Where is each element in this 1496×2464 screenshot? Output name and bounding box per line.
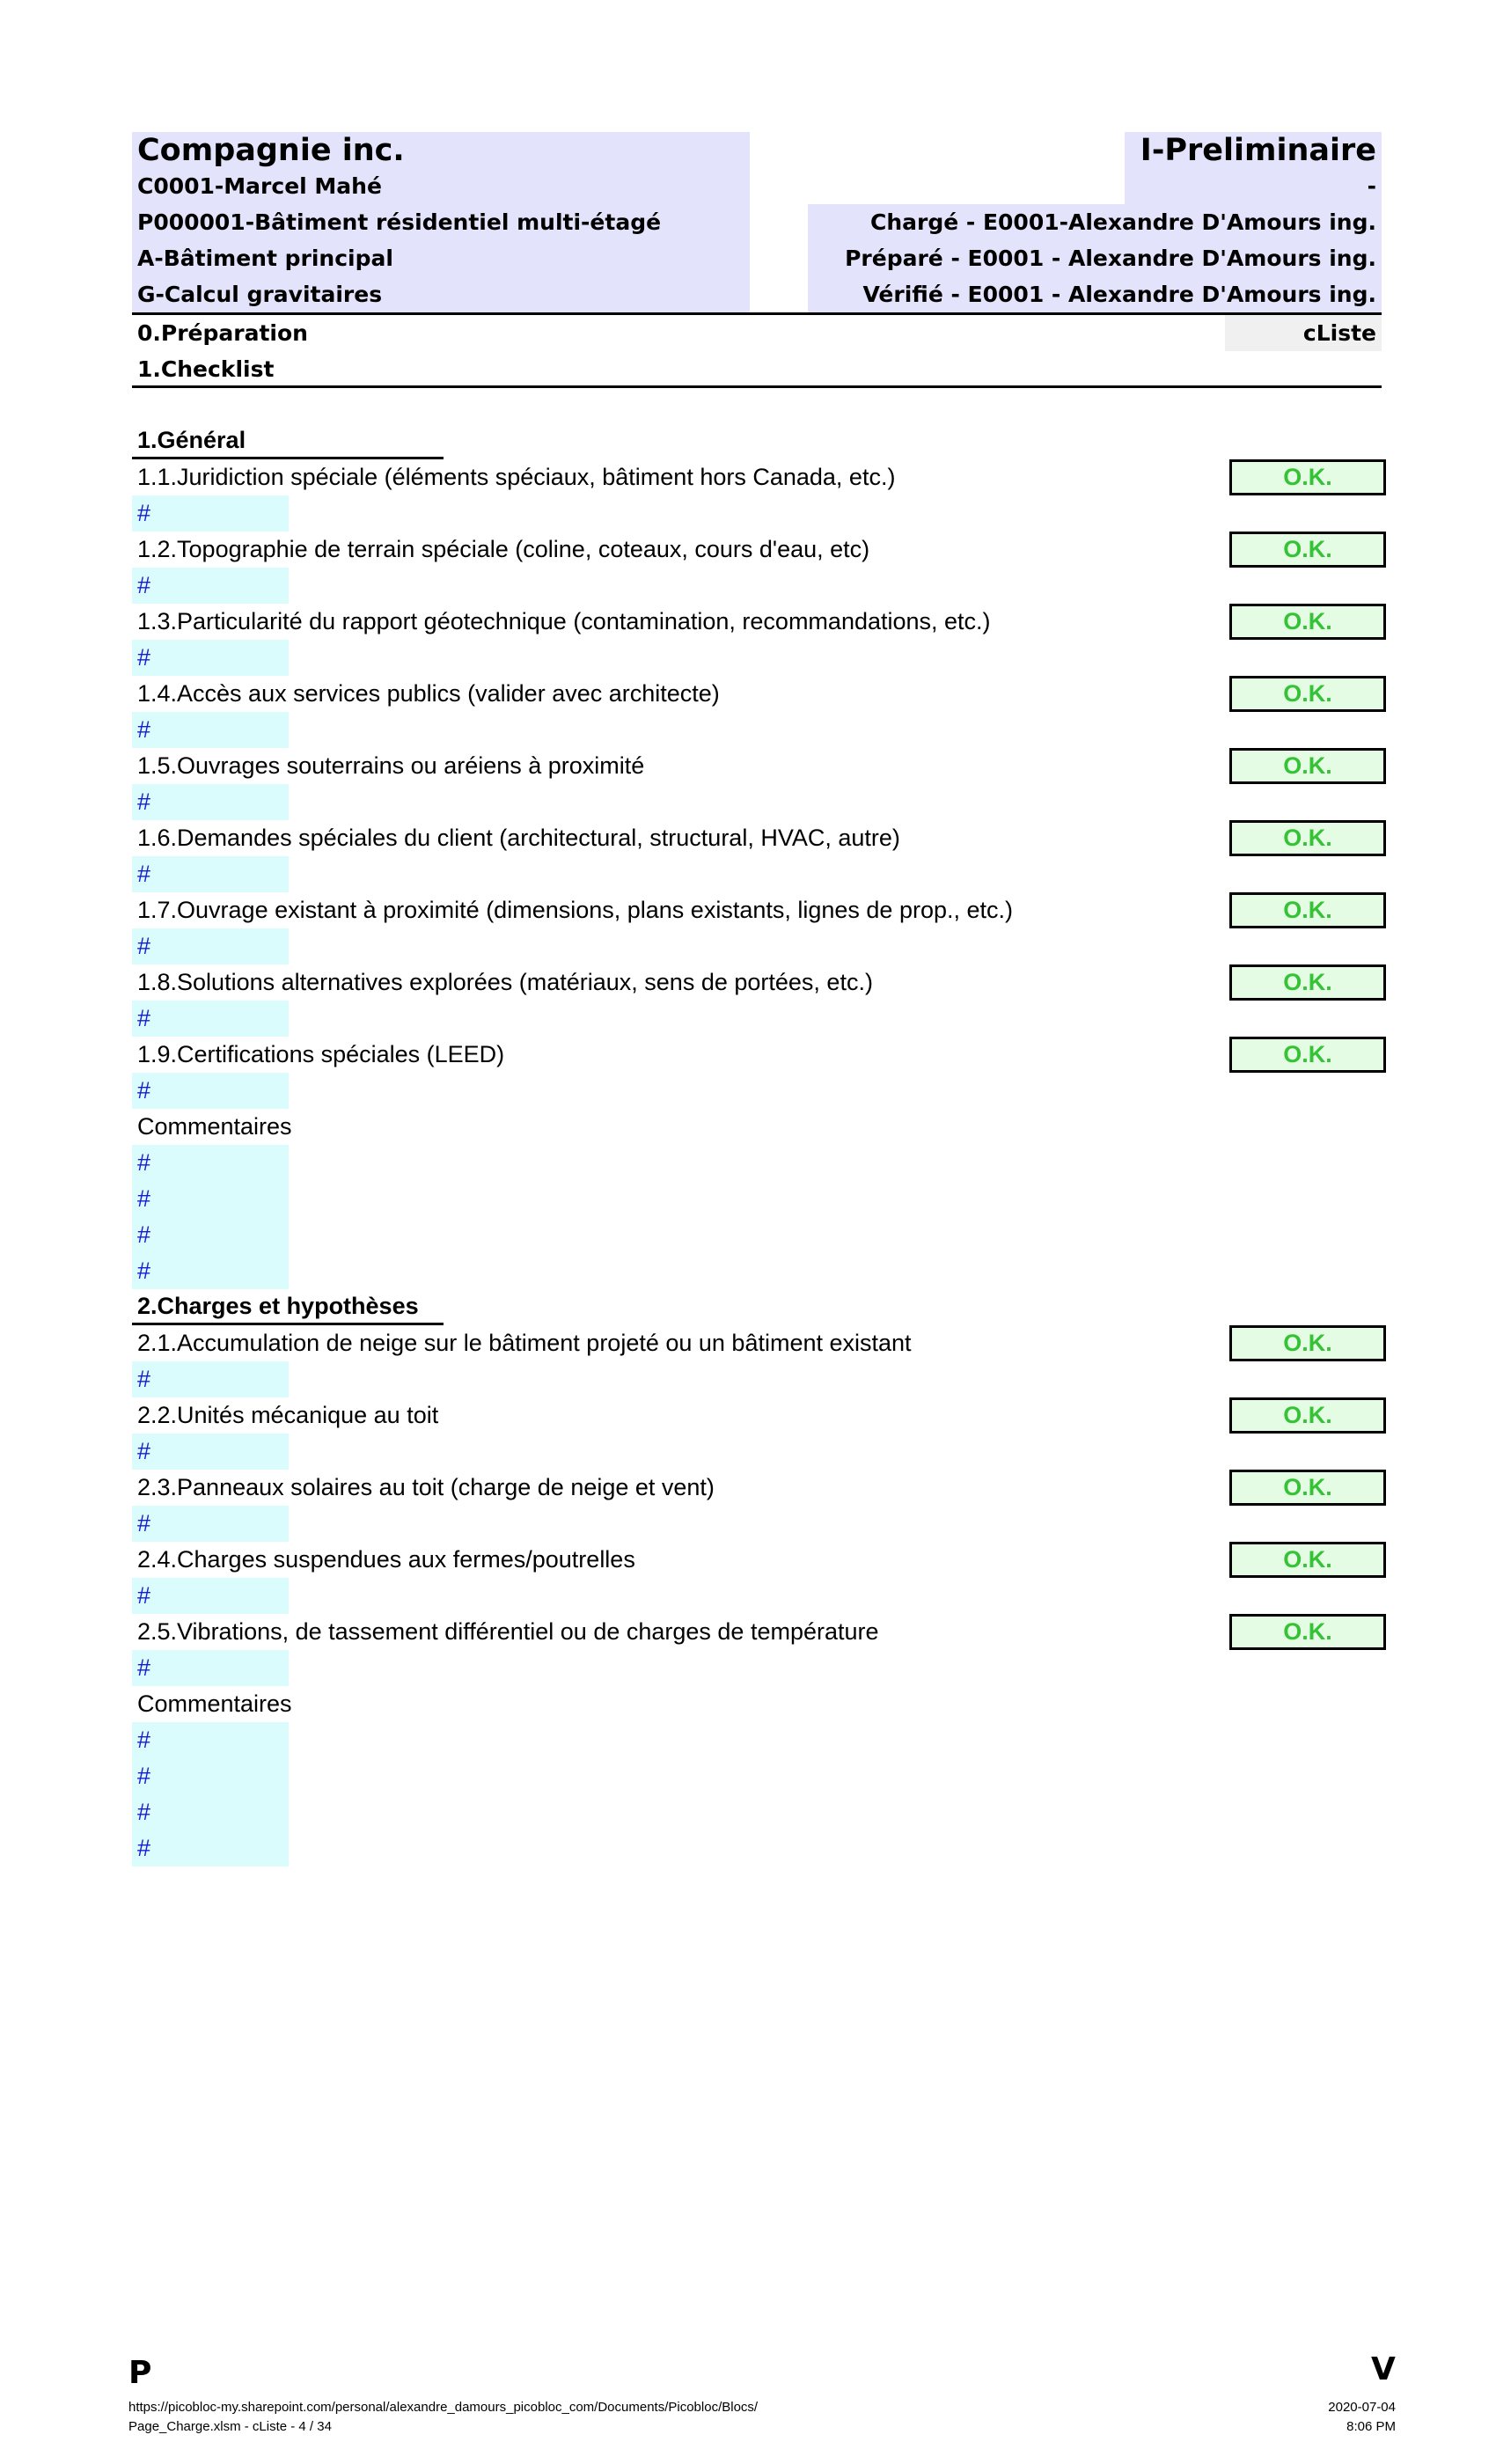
item-label: 1.8.Solutions alternatives explorées (matériaux, sens de portées, etc.) [137, 969, 873, 995]
project-label: P000001-Bâtiment résidentiel multi-étagé [132, 204, 750, 240]
comment-field[interactable]: # [132, 1217, 289, 1253]
checklist-item [132, 964, 1382, 1001]
item-label: 2.5.Vibrations, de tassement différentiel ou de charges de température [137, 1618, 879, 1645]
comments-label: Commentaires [137, 1690, 292, 1717]
comment-field[interactable]: # [132, 1722, 289, 1758]
preparation-label: 0.Préparation [137, 320, 308, 346]
status-badge[interactable]: O.K. [1229, 676, 1386, 712]
comment-field[interactable]: # [132, 1181, 289, 1217]
status-badge[interactable]: O.K. [1229, 1397, 1386, 1434]
item-label: 1.1.Juridiction spéciale (éléments spéciaux, bâtiment hors Canada, etc.) [137, 464, 896, 490]
note-field[interactable]: # [132, 640, 289, 676]
checklist-item [132, 1325, 1382, 1361]
footer-left-letter: P [128, 2355, 152, 2391]
status-badge[interactable]: O.K. [1229, 1325, 1386, 1361]
footer-right-letter: V [1371, 2351, 1396, 2387]
status-badge[interactable]: O.K. [1229, 892, 1386, 928]
prepare-label: Préparé - E0001 - Alexandre D'Amours ing. [808, 240, 1382, 276]
checklist-item [132, 676, 1382, 712]
note-field[interactable]: # [132, 1434, 289, 1470]
checklist-label: 1.Checklist [137, 356, 275, 382]
calc-label: G-Calcul gravitaires [132, 276, 750, 312]
comment-field[interactable]: # [132, 1758, 289, 1794]
item-label: 1.2.Topographie de terrain spéciale (coline, coteaux, cours d'eau, etc) [137, 536, 870, 562]
charge-label: Chargé - E0001-Alexandre D'Amours ing. [808, 204, 1382, 240]
status-badge[interactable]: O.K. [1229, 820, 1386, 856]
item-label: 1.4.Accès aux services publics (valider avec architecte) [137, 680, 720, 707]
section-header [132, 1289, 1382, 1325]
item-label: 1.3.Particularité du rapport géotechnique (contamination, recommandations, etc.) [137, 608, 991, 634]
note-field[interactable]: # [132, 712, 289, 748]
status-badge[interactable]: O.K. [1229, 1470, 1386, 1506]
status-badge[interactable]: O.K. [1229, 604, 1386, 640]
client-label: C0001-Marcel Mahé [132, 168, 750, 204]
comments-label: Commentaires [137, 1113, 292, 1140]
comments-header [132, 1109, 1382, 1145]
footer-date: 2020-07-04 [1328, 2400, 1396, 2415]
status-badge[interactable]: O.K. [1229, 1037, 1386, 1073]
building-label: A-Bâtiment principal [132, 240, 750, 276]
sheet-label: cListe [1225, 315, 1382, 351]
checklist-item [132, 820, 1382, 856]
section-title: 1.Général [132, 423, 444, 459]
header-row-project [132, 204, 1382, 240]
footer-timestamp [1328, 2398, 1396, 2437]
verifie-label: Vérifié - E0001 - Alexandre D'Amours ing. [808, 276, 1382, 312]
comment-field[interactable]: # [132, 1794, 289, 1830]
comment-field[interactable]: # [132, 1145, 289, 1181]
section-header [132, 423, 1382, 459]
note-field[interactable]: # [132, 1578, 289, 1614]
item-label: 1.6.Demandes spéciales du client (architectural, structural, HVAC, autre) [137, 825, 900, 851]
footer-path-line2: Page_Charge.xlsm - cListe - 4 / 34 [128, 2419, 332, 2434]
comment-field[interactable]: # [132, 1253, 289, 1289]
item-label: 2.4.Charges suspendues aux fermes/poutrelles [137, 1546, 635, 1573]
item-label: 2.2.Unités mécanique au toit [137, 1402, 439, 1428]
item-label: 1.5.Ouvrages souterrains ou aréiens à proximité [137, 752, 645, 779]
note-field[interactable]: # [132, 1001, 289, 1037]
header-row-calc [132, 276, 1382, 312]
phase-label: I-Preliminaire [1125, 132, 1382, 168]
checklist-item [132, 1614, 1382, 1650]
status-badge[interactable]: O.K. [1229, 532, 1386, 568]
checklist-item [132, 1470, 1382, 1506]
note-field[interactable]: # [132, 1506, 289, 1542]
checklist-item [132, 1542, 1382, 1578]
checklist-item [132, 892, 1382, 928]
status-badge[interactable]: O.K. [1229, 459, 1386, 495]
status-badge[interactable]: O.K. [1229, 1614, 1386, 1650]
note-field[interactable]: # [132, 1361, 289, 1397]
header-row-preparation [132, 315, 1382, 351]
header-row-checklist [132, 351, 1382, 387]
checklist-item [132, 1037, 1382, 1073]
footer-time: 8:06 PM [1346, 2419, 1396, 2434]
checklist-divider [132, 385, 1382, 388]
status-badge[interactable]: O.K. [1229, 748, 1386, 784]
note-field[interactable]: # [132, 1073, 289, 1109]
comment-field[interactable]: # [132, 1830, 289, 1866]
checklist-item [132, 532, 1382, 568]
note-field[interactable]: # [132, 1650, 289, 1686]
checklist-item [132, 748, 1382, 784]
comments-header [132, 1686, 1382, 1722]
item-label: 1.7.Ouvrage existant à proximité (dimensions, plans existants, lignes de prop., etc.) [137, 897, 1013, 923]
footer-path-line1: https://picobloc-my.sharepoint.com/personal/alexandre_damours_picobloc_com/Documents/Picobloc/Blocs/ [128, 2400, 759, 2415]
note-field[interactable]: # [132, 856, 289, 892]
footer-file-path [128, 2398, 758, 2437]
section-title: 2.Charges et hypothèses [132, 1289, 444, 1325]
header-row-client [132, 168, 1382, 204]
header-row-building [132, 240, 1382, 276]
note-field[interactable]: # [132, 928, 289, 964]
client-right-label: - [1125, 168, 1382, 204]
checklist-item [132, 1397, 1382, 1434]
item-label: 2.3.Panneaux solaires au toit (charge de neige et vent) [137, 1474, 715, 1500]
item-label: 2.1.Accumulation de neige sur le bâtiment projeté ou un bâtiment existant [137, 1330, 912, 1356]
item-label: 1.9.Certifications spéciales (LEED) [137, 1041, 505, 1067]
checklist-item [132, 604, 1382, 640]
note-field[interactable]: # [132, 568, 289, 604]
company-name: Compagnie inc. [132, 132, 750, 168]
header-row-company [132, 132, 1382, 168]
note-field[interactable]: # [132, 495, 289, 532]
status-badge[interactable]: O.K. [1229, 964, 1386, 1001]
status-badge[interactable]: O.K. [1229, 1542, 1386, 1578]
checklist-item [132, 459, 1382, 495]
note-field[interactable]: # [132, 784, 289, 820]
